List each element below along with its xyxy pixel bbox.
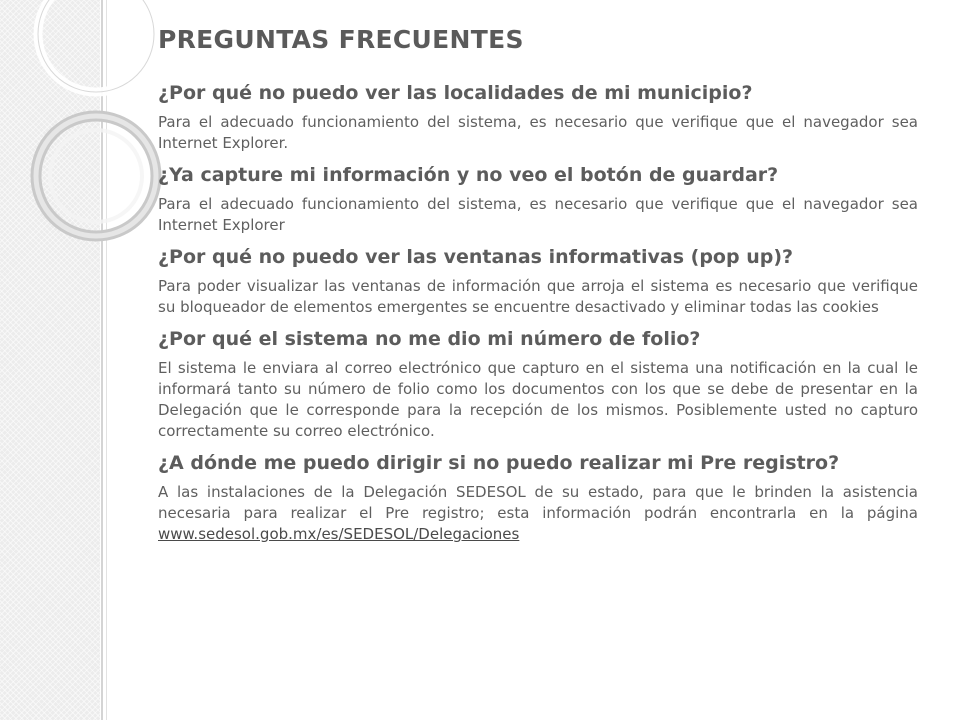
faq-answer-4: El sistema le enviara al correo electrónico que capturo en el sistema una notificación en la cual le informará tanto su número de folio como los documentos con los que se debe de presentar en la Delegación que le corresponde para la recepción de los mismos. Posiblemente usted no capturo correctamente su correo electrónico. xyxy=(158,359,918,440)
faq-question-5: ¿A dónde me puedo dirigir si no puedo realizar mi Pre registro? xyxy=(158,452,840,474)
faq-content xyxy=(158,22,918,553)
faq-question-4: ¿Por qué el sistema no me dio mi número de folio? xyxy=(158,328,701,350)
faq-answer-5-text: A las instalaciones de la Delegación SEDESOL de su estado, para que le brinden la asistencia necesaria para realizar el Pre registro; esta información podrán encontrarla en la página xyxy=(158,483,918,522)
faq-answer-2: Para el adecuado funcionamiento del sistema, es necesario que verifique que el navegador sea Internet Explorer xyxy=(158,195,918,234)
faq-question-1: ¿Por qué no puedo ver las localidades de mi municipio? xyxy=(158,82,753,104)
delegaciones-link[interactable]: www.sedesol.gob.mx/es/SEDESOL/Delegaciones xyxy=(158,525,520,543)
faq-answer-3: Para poder visualizar las ventanas de información que arroja el sistema es necesario que verifique su bloqueador de elementos emergentes se encuentre desactivado y eliminar todas las cookies xyxy=(158,277,918,316)
page-title: PREGUNTAS FRECUENTES xyxy=(158,25,524,54)
faq-answer-1: Para el adecuado funcionamiento del sistema, es necesario que verifique que el navegador sea Internet Explorer. xyxy=(158,113,918,152)
faq-question-2: ¿Ya capture mi información y no veo el botón de guardar? xyxy=(158,164,779,186)
faq-question-3: ¿Por qué no puedo ver las ventanas informativas (pop up)? xyxy=(158,246,794,268)
faq-answer-5 xyxy=(158,482,918,545)
